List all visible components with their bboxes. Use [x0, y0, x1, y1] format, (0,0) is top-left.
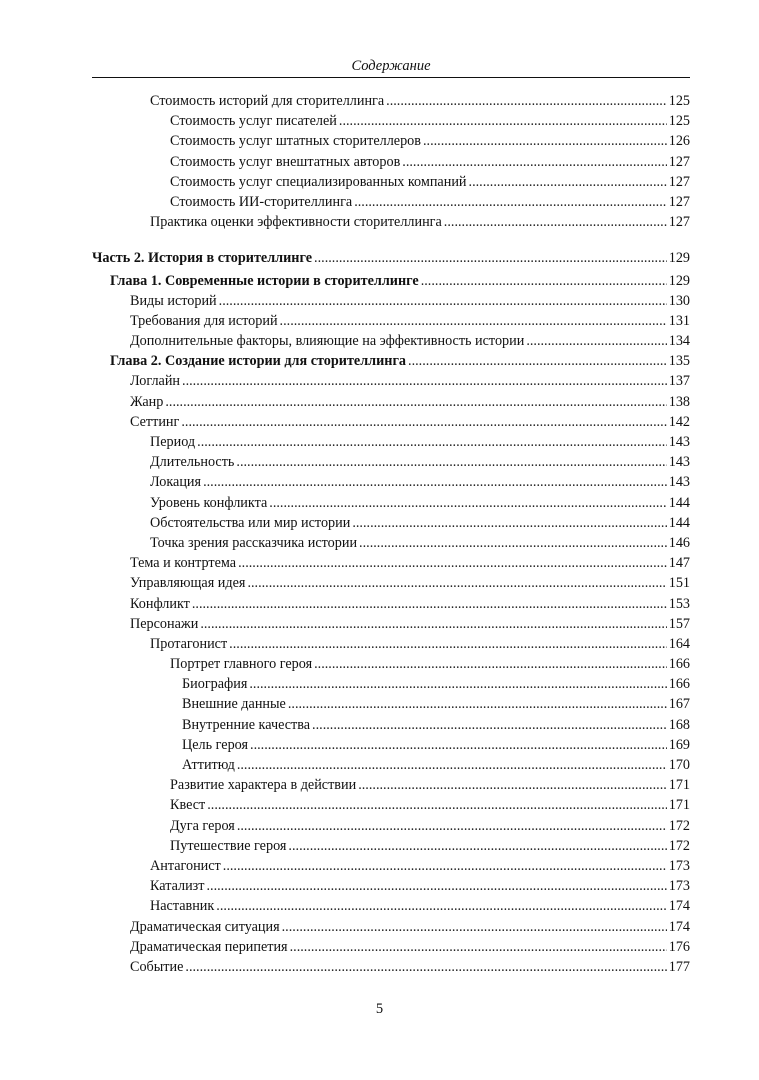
toc-entry[interactable]	[0, 957, 759, 977]
toc-entry-page: 126	[668, 133, 690, 150]
dot-leader	[238, 553, 667, 573]
toc-entry-title: Событие	[130, 958, 184, 975]
toc-entry-title: Стоимость услуг штатных сторителлеров	[170, 133, 421, 150]
dot-leader	[192, 594, 667, 614]
toc-entry-page: 125	[668, 93, 690, 109]
toc-entry-title: Часть 2. История в сторителлинге	[92, 250, 313, 267]
toc-entry-page: 174	[668, 898, 690, 915]
toc-entry-page: 143	[668, 454, 690, 471]
dot-leader	[250, 735, 667, 755]
dot-leader	[402, 152, 666, 172]
header-rule	[92, 77, 690, 78]
toc-entry-title: Протагонист	[150, 635, 228, 652]
dot-leader	[249, 674, 666, 694]
toc-entry[interactable]	[0, 412, 759, 432]
toc-entry-page: 171	[668, 777, 690, 794]
dot-leader	[282, 917, 667, 937]
toc-entry[interactable]	[0, 351, 759, 371]
toc-entry-page: 166	[668, 676, 690, 693]
toc-entry-title: Локация	[150, 474, 202, 491]
toc-entry-title: Антагонист	[150, 857, 221, 874]
dot-leader	[247, 573, 666, 593]
toc-entry-page: 177	[668, 958, 690, 975]
toc-entry[interactable]	[0, 291, 759, 311]
toc-entry[interactable]	[0, 654, 759, 674]
dot-leader	[200, 614, 666, 634]
toc-entry-title: Драматическая ситуация	[130, 918, 280, 935]
toc-entry-page: 137	[668, 373, 690, 390]
page-number: 5	[375, 1001, 384, 1017]
toc-entry-title: Требования для историй	[130, 312, 278, 329]
dot-leader	[237, 816, 667, 836]
toc-entry-page: 142	[668, 413, 690, 430]
toc-entry-title: Сеттинг	[130, 413, 180, 430]
toc-entry[interactable]	[0, 937, 759, 957]
toc-entry-page: 174	[668, 918, 690, 935]
dot-leader	[207, 795, 666, 815]
dot-leader	[288, 694, 667, 714]
dot-leader	[386, 91, 667, 111]
dot-leader	[526, 331, 666, 351]
toc-entry-page: 173	[668, 878, 690, 895]
toc-entry-title: Дуга героя	[170, 817, 235, 834]
toc-entry[interactable]	[0, 392, 759, 412]
toc-entry-title: Внутренние качества	[182, 716, 311, 733]
dot-leader	[352, 513, 666, 533]
toc-entry-title: Стоимость услуг специализированных компаний	[170, 173, 467, 190]
toc-entry-title: Жанр	[130, 393, 164, 410]
toc-entry-title: Практика оценки эффективности сторителлинга	[150, 214, 442, 231]
toc-entry[interactable]	[0, 715, 759, 735]
dot-leader	[421, 271, 667, 291]
toc-entry-page: 127	[668, 153, 690, 170]
toc-entry[interactable]	[0, 452, 759, 472]
toc-entry-title: Биография	[182, 676, 248, 693]
toc-entry[interactable]	[0, 432, 759, 452]
toc-group-2	[0, 271, 759, 978]
table-of-contents	[0, 91, 759, 977]
dot-leader	[203, 472, 667, 492]
toc-entry[interactable]	[0, 131, 759, 151]
toc-entry[interactable]	[0, 111, 759, 131]
toc-entry-page: 173	[668, 857, 690, 874]
toc-entry-page: 168	[668, 716, 690, 733]
dot-leader	[339, 111, 667, 131]
toc-entry-page: 172	[668, 817, 690, 834]
toc-entry-page: 147	[668, 555, 690, 572]
toc-entry[interactable]	[0, 513, 759, 533]
toc-entry[interactable]	[0, 271, 759, 291]
toc-entry-page: 146	[668, 534, 690, 551]
toc-entry-title: Глава 1. Современные истории в сторителлинге	[110, 272, 419, 289]
toc-entry-title: Конфликт	[130, 595, 190, 612]
toc-entry-title: Стоимость историй для сторителлинга	[150, 93, 385, 109]
toc-entry-title: Тема и контртема	[130, 555, 237, 572]
toc-entry-page: 127	[668, 214, 690, 231]
toc-entry-page: 129	[668, 250, 690, 267]
toc-entry[interactable]	[0, 331, 759, 351]
spacer	[0, 232, 759, 248]
toc-entry-title: Виды историй	[130, 292, 217, 309]
toc-entry[interactable]	[0, 795, 759, 815]
dot-leader	[236, 452, 666, 472]
toc-entry-title: Логлайн	[130, 373, 181, 390]
dot-leader	[314, 248, 667, 268]
dot-leader	[423, 131, 667, 151]
dot-leader	[237, 755, 667, 775]
dot-leader	[223, 856, 667, 876]
dot-leader	[197, 432, 667, 452]
dot-leader	[444, 212, 667, 232]
toc-entry-page: 127	[668, 173, 690, 190]
toc-entry-title: Аттитюд	[182, 757, 235, 773]
toc-entry-page: 164	[668, 635, 690, 652]
toc-entry-title: Дополнительные факторы, влияющие на эффективность истории	[130, 333, 525, 350]
dot-leader	[469, 172, 667, 192]
dot-leader	[165, 392, 666, 412]
toc-entry[interactable]	[0, 91, 759, 111]
dot-leader	[358, 775, 667, 795]
toc-entry[interactable]	[0, 553, 759, 573]
dot-leader	[269, 493, 666, 513]
toc-entry-page: 143	[668, 474, 690, 491]
toc-entry[interactable]	[0, 311, 759, 331]
dot-leader	[280, 311, 667, 331]
toc-entry-title: Управляющая идея	[130, 575, 246, 592]
toc-entry[interactable]	[0, 172, 759, 192]
toc-entry-title: Катализт	[150, 878, 205, 895]
toc-entry-page: 144	[668, 494, 690, 511]
dot-leader	[216, 896, 666, 916]
toc-entry[interactable]	[0, 755, 759, 775]
toc-entry[interactable]	[0, 212, 759, 232]
dot-leader	[312, 715, 667, 735]
toc-entry-page: 134	[668, 333, 690, 350]
toc-entry-title: Обстоятельства или мир истории	[150, 514, 351, 531]
dot-leader	[290, 937, 667, 957]
toc-entry[interactable]	[0, 371, 759, 391]
toc-entry-title: Путешествие героя	[170, 837, 287, 854]
toc-entry-title: Драматическая перипетия	[130, 938, 288, 955]
toc-entry-title: Длительность	[150, 454, 235, 471]
toc-entry[interactable]	[0, 152, 759, 172]
toc-entry[interactable]	[0, 735, 759, 755]
toc-entry-page: 130	[668, 292, 690, 309]
toc-entry[interactable]	[0, 533, 759, 553]
toc-entry[interactable]	[0, 856, 759, 876]
toc-entry-page: 176	[668, 938, 690, 955]
toc-entry[interactable]	[0, 192, 759, 212]
toc-entry-page: 167	[668, 696, 690, 713]
toc-entry[interactable]	[0, 836, 759, 856]
toc-entry-title: Наставник	[150, 898, 215, 915]
toc-entry-title: Период	[150, 434, 196, 450]
dot-leader	[229, 634, 667, 654]
toc-entry-page: 138	[668, 393, 690, 410]
running-header: Содержание	[351, 58, 431, 74]
toc-entry[interactable]	[0, 775, 759, 795]
toc-entry-title: Цель героя	[182, 736, 249, 753]
dot-leader	[354, 192, 667, 212]
dot-leader	[219, 291, 667, 311]
toc-entry-title: Стоимость услуг внештатных авторов	[170, 153, 401, 170]
toc-group-1	[0, 91, 759, 232]
toc-entry-page: 144	[668, 514, 690, 531]
toc-entry-title: Глава 2. Создание истории для сторителлинга	[110, 353, 407, 370]
dot-leader	[185, 957, 666, 977]
toc-entry-page: 171	[668, 797, 690, 814]
toc-entry-page: 129	[668, 272, 690, 289]
toc-entry[interactable]	[0, 594, 759, 614]
dot-leader	[181, 412, 666, 432]
dot-leader	[359, 533, 667, 553]
toc-part-entry[interactable]	[0, 248, 759, 268]
toc-entry-page: 166	[668, 656, 690, 673]
dot-leader	[206, 876, 666, 896]
toc-entry-title: Внешние данные	[182, 696, 286, 713]
toc-entry-page: 135	[668, 353, 690, 370]
dot-leader	[408, 351, 667, 371]
toc-entry-title: Персонажи	[130, 615, 199, 632]
toc-entry[interactable]	[0, 917, 759, 937]
toc-entry[interactable]	[0, 876, 759, 896]
toc-entry-title: Стоимость услуг писателей	[170, 113, 337, 130]
toc-entry-title: Развитие характера в действии	[170, 777, 357, 794]
toc-entry-title: Портрет главного героя	[170, 656, 313, 673]
toc-entry-page: 157	[668, 615, 690, 632]
toc-entry[interactable]	[0, 493, 759, 513]
toc-entry-page: 172	[668, 837, 690, 854]
toc-entry-page: 170	[668, 757, 690, 773]
toc-entry-page: 125	[668, 113, 690, 130]
toc-entry[interactable]	[0, 634, 759, 654]
dot-leader	[314, 654, 667, 674]
toc-entry[interactable]	[0, 896, 759, 916]
toc-entry[interactable]	[0, 614, 759, 634]
toc-entry-page: 153	[668, 595, 690, 612]
toc-entry-page: 169	[668, 736, 690, 753]
toc-entry-title: Уровень конфликта	[150, 494, 268, 511]
toc-entry-title: Квест	[170, 797, 206, 814]
toc-entry[interactable]	[0, 573, 759, 593]
toc-entry-page: 131	[668, 312, 690, 329]
toc-entry-title: Точка зрения рассказчика истории	[150, 534, 358, 551]
toc-entry[interactable]	[0, 674, 759, 694]
toc-entry-page: 143	[668, 434, 690, 450]
toc-entry-page: 151	[668, 575, 690, 592]
toc-entry-title: Стоимость ИИ-сторителлинга	[170, 193, 353, 210]
dot-leader	[288, 836, 666, 856]
dot-leader	[182, 371, 667, 391]
toc-entry[interactable]	[0, 816, 759, 836]
toc-entry[interactable]	[0, 472, 759, 492]
toc-entry[interactable]	[0, 694, 759, 714]
toc-entry-page: 127	[668, 193, 690, 210]
